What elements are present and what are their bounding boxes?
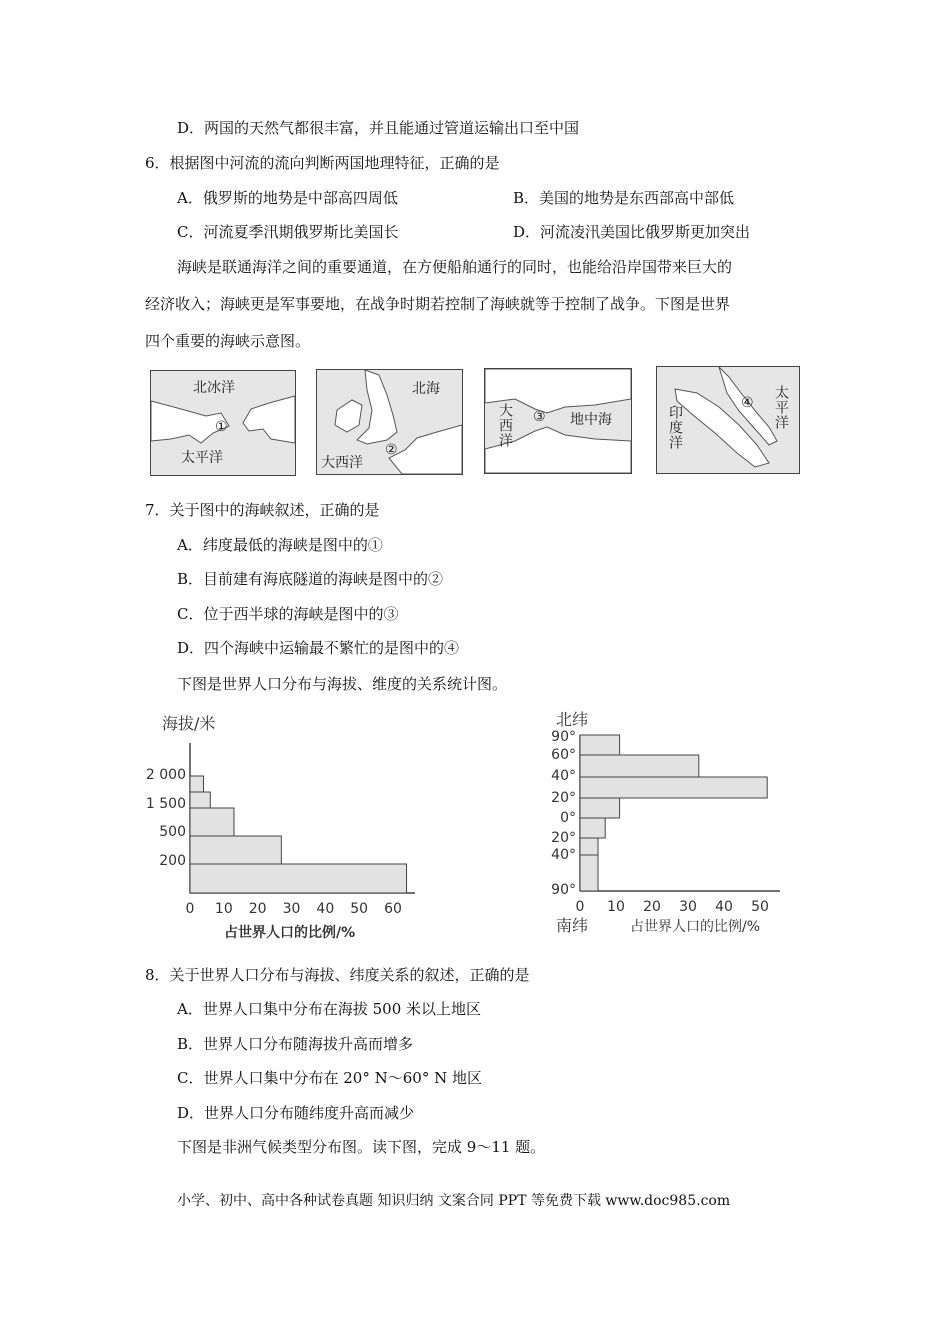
q5-option-d: D．两国的天然气都很丰富，并且能通过管道运输出口至中国 [177,119,580,137]
q7-option-a: A．纬度最低的海峡是图中的① [177,536,383,554]
altitude-x-tick: 30 [282,901,301,917]
altitude-x-tick: 40 [316,901,335,917]
map-3-marker: ③ [533,409,546,425]
latitude-y-tick: 40° [551,768,576,784]
altitude-y-tick: 2 000 [145,767,186,783]
q8-option-a: A．世界人口集中分布在海拔 500 米以上地区 [177,1000,482,1018]
altitude-bar-4 [190,792,210,808]
q7-option-b: B．目前建有海底隧道的海峡是图中的② [177,570,444,588]
latitude-y-tick: 0° [560,810,576,826]
map-2-sea-top: 北海 [412,381,440,397]
strait-map-2 [316,369,463,475]
strait-intro-line3: 四个重要的海峡示意图。 [145,332,311,350]
altitude-y-tick: 1 500 [145,796,186,812]
latitude-y-tick: 60° [551,747,576,763]
q7-option-c: C．位于西半球的海峡是图中的③ [177,605,399,623]
map-2-marker: ② [385,442,398,458]
q6-stem: 6．根据图中河流的流向判断两国地理特征，正确的是 [145,154,500,172]
altitude-bar-5 [190,776,204,792]
map-1-sea-top: 北冰洋 [193,380,235,396]
q7-option-d: D．四个海峡中运输最不繁忙的是图中的④ [177,639,460,657]
altitude-x-tick: 0 [185,901,195,917]
latitude-y-tick: 20° [551,830,576,846]
latitude-bar-5 [580,818,605,838]
latitude-bar-2 [580,755,699,777]
map-4-sea-left: 印度洋 [667,405,683,450]
altitude-x-tick: 10 [214,901,233,917]
altitude-y-tick: 500 [159,824,186,840]
latitude-y-tick: 90° [551,882,576,898]
altitude-axis-title: 海拔/米 [162,714,216,733]
latitude-bar-7 [580,855,598,891]
strait-map-3 [484,368,632,474]
latitude-south-label: 南纬 [556,916,589,935]
map-4-marker: ④ [741,395,754,411]
q8-option-d: D．世界人口分布随纬度升高而减少 [177,1104,415,1122]
q8-option-b: B．世界人口分布随海拔升高而增多 [177,1035,414,1053]
latitude-bar-3 [580,777,767,798]
strait-map-1 [150,370,296,476]
q7-stem: 7．关于图中的海峡叙述，正确的是 [145,501,380,519]
map-3-sea-left: 大西洋 [497,403,513,448]
q6-option-a: A．俄罗斯的地势是中部高四周低 [177,189,398,207]
altitude-x-axis-title: 占世界人口的比例/% [224,925,356,941]
latitude-x-axis-title: 占世界人口的比例/% [630,919,761,935]
q8-option-c: C．世界人口集中分布在 20° N～60° N 地区 [177,1069,482,1087]
q6-option-d: D．河流凌汛美国比俄罗斯更加突出 [513,223,751,241]
q6-option-b: B．美国的地势是东西部高中部低 [513,189,735,207]
latitude-x-tick: 20 [643,899,661,915]
map-1-sea-bottom: 太平洋 [181,450,223,466]
latitude-y-tick: 20° [551,790,576,806]
latitude-y-tick: 40° [551,847,576,863]
altitude-y-tick: 200 [159,853,186,869]
q8-stem: 8．关于世界人口分布与海拔、纬度关系的叙述，正确的是 [145,966,530,984]
latitude-x-tick: 30 [679,899,697,915]
altitude-population-chart [140,705,440,945]
map-4-sea-right: 太平洋 [773,385,789,430]
map-3-sea-right: 地中海 [570,412,612,428]
altitude-bar-2 [190,836,281,864]
latitude-bar-6 [580,838,598,855]
latitude-north-label: 北纬 [556,710,589,729]
latitude-x-tick: 50 [751,899,769,915]
africa-intro: 下图是非洲气候类型分布图。读下图，完成 9～11 题。 [177,1138,546,1156]
population-intro: 下图是世界人口分布与海拔、维度的关系统计图。 [177,675,508,693]
altitude-x-tick: 60 [384,901,402,917]
footer: 小学、初中、高中各种试卷真题 知识归纳 文案合同 PPT 等免费下载 www.doc985.com [177,1193,731,1209]
latitude-x-tick: 40 [715,899,733,915]
latitude-x-tick: 0 [575,899,585,915]
altitude-bar-3 [190,808,234,836]
latitude-population-chart [510,705,810,945]
latitude-y-tick: 90° [551,729,576,745]
strait-map-4 [656,366,800,474]
altitude-bar-1 [190,864,407,893]
map-1-marker: ① [215,419,228,435]
q6-option-c: C．河流夏季汛期俄罗斯比美国长 [177,223,399,241]
map-2-sea-bottom: 大西洋 [321,455,363,471]
altitude-x-tick: 50 [350,901,369,917]
altitude-x-tick: 20 [248,901,267,917]
latitude-x-tick: 10 [607,899,625,915]
strait-intro-line1: 海峡是联通海洋之间的重要通道，在方便船舶通行的同时，也能给沿岸国带来巨大的 [177,258,733,276]
latitude-bar-1 [580,735,620,755]
strait-intro-line2: 经济收入；海峡更是军事要地，在战争时期若控制了海峡就等于控制了战争。下图是世界 [145,295,731,313]
latitude-bar-4 [580,798,620,818]
